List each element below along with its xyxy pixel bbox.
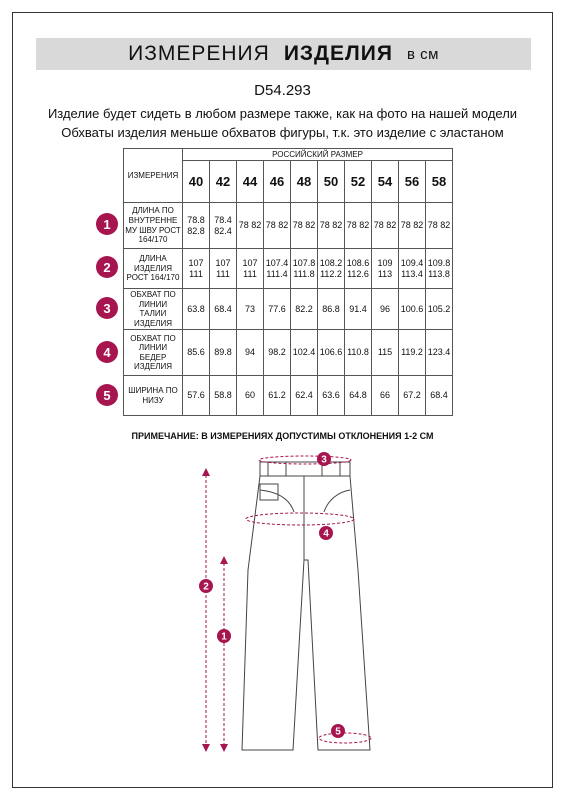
- table-cell: 63.6: [318, 376, 345, 416]
- table-cell: 78 82: [345, 203, 372, 249]
- size-header: 48: [291, 161, 318, 203]
- table-cell: 108.6 112.6: [345, 249, 372, 289]
- marker-4-label: 4: [323, 528, 329, 540]
- table-cell: 67.2: [399, 376, 426, 416]
- table-cell: 105.2: [426, 289, 453, 330]
- table-cell: 73: [237, 289, 264, 330]
- size-group-label: РОССИЙСКИЙ РАЗМЕР: [183, 149, 453, 161]
- table-cell: 107 111: [210, 249, 237, 289]
- table-cell: 57.6: [183, 376, 210, 416]
- table-cell: 109.4 113.4: [399, 249, 426, 289]
- table-cell: 60: [237, 376, 264, 416]
- measurement-lines: [206, 456, 371, 750]
- row-number-badge: 1: [96, 213, 118, 235]
- table-cell: 78.8 82.8: [183, 203, 210, 249]
- table-row: [124, 330, 453, 376]
- size-header: 50: [318, 161, 345, 203]
- size-header: 54: [372, 161, 399, 203]
- row-label: ОБХВАТ ПО ЛИНИИ ТАЛИИ ИЗДЕЛИЯ: [124, 289, 183, 330]
- table-cell: 66: [372, 376, 399, 416]
- size-header: 52: [345, 161, 372, 203]
- pants-outline: [242, 462, 370, 750]
- row-number-badge: 4: [96, 341, 118, 363]
- table-cell: 108.2 112.2: [318, 249, 345, 289]
- table-cell: 107 111: [183, 249, 210, 289]
- table-cell: 98.2: [264, 330, 291, 376]
- row-label: ОБХВАТ ПО ЛИНИИ БЕДЕР ИЗДЕЛИЯ: [124, 330, 183, 376]
- title-item: ИЗДЕЛИЯ: [283, 42, 393, 65]
- fit-note: Изделие будет сидеть в любом размере также, как на фото на нашей модели: [47, 106, 518, 121]
- table-cell: 78 82: [237, 203, 264, 249]
- table-cell: 61.2: [264, 376, 291, 416]
- title-units: в см: [406, 45, 439, 63]
- row-label: ШИРИНА ПО НИЗУ: [124, 376, 183, 416]
- table-row: [124, 249, 453, 289]
- table-cell: 123.4: [426, 330, 453, 376]
- table-cell: 78 82: [318, 203, 345, 249]
- marker-2-label: 2: [203, 581, 209, 593]
- table-cell: 106.6: [318, 330, 345, 376]
- marker-4-icon: [319, 526, 333, 540]
- title-measurements: ИЗМЕРЕНИЯ: [128, 42, 270, 65]
- marker-1-label: 1: [221, 631, 227, 643]
- table-cell: 78 82: [291, 203, 318, 249]
- table-cell: 119.2: [399, 330, 426, 376]
- marker-3-icon: [317, 452, 331, 466]
- table-cell: 107.4 111.4: [264, 249, 291, 289]
- table-cell: 78 82: [372, 203, 399, 249]
- size-header: 46: [264, 161, 291, 203]
- table-cell: 102.4: [291, 330, 318, 376]
- size-header: 58: [426, 161, 453, 203]
- table-row: [124, 203, 453, 249]
- corner-label: ИЗМЕРЕНИЯ: [124, 149, 183, 203]
- table-cell: 78 82: [399, 203, 426, 249]
- table-cell: 100.6: [399, 289, 426, 330]
- size-header: 44: [237, 161, 264, 203]
- marker-5-label: 5: [335, 726, 341, 738]
- table-cell: 89.8: [210, 330, 237, 376]
- table-cell: 91.4: [345, 289, 372, 330]
- table-cell: 110.8: [345, 330, 372, 376]
- table-cell: 115: [372, 330, 399, 376]
- table-row: [124, 289, 453, 330]
- table-cell: 63.8: [183, 289, 210, 330]
- table-cell: 107.8 111.8: [291, 249, 318, 289]
- table-cell: 96: [372, 289, 399, 330]
- row-number-badge: 2: [96, 256, 118, 278]
- table-cell: 85.6: [183, 330, 210, 376]
- marker-1-icon: [217, 629, 231, 643]
- table-cell: 109 113: [372, 249, 399, 289]
- table-cell: 62.4: [291, 376, 318, 416]
- table-cell: 82.2: [291, 289, 318, 330]
- marker-3-label: 3: [321, 454, 327, 466]
- elastane-note: Обхваты изделия меньше обхватов фигуры, т.к. это изделие с эластаном: [61, 125, 504, 140]
- table-cell: 68.4: [426, 376, 453, 416]
- size-header: 42: [210, 161, 237, 203]
- row-label: ДЛИНА ИЗДЕЛИЯ РОСТ 164/170: [124, 249, 183, 289]
- row-number-badge: 5: [96, 384, 118, 406]
- marker-2-icon: [199, 579, 213, 593]
- table-cell: 78.4 82.4: [210, 203, 237, 249]
- size-header: 40: [183, 161, 210, 203]
- table-cell: 68.4: [210, 289, 237, 330]
- size-table: [123, 148, 453, 416]
- table-cell: 109.8 113.8: [426, 249, 453, 289]
- table-cell: 58.8: [210, 376, 237, 416]
- table-cell: 78 82: [426, 203, 453, 249]
- table-cell: 86.8: [318, 289, 345, 330]
- article-code: D54.293: [254, 82, 311, 99]
- pants-diagram: [190, 450, 390, 775]
- marker-5-icon: [331, 724, 345, 738]
- title-banner: [36, 38, 531, 70]
- table-cell: 78 82: [264, 203, 291, 249]
- tolerance-remark: ПРИМЕЧАНИЕ: В ИЗМЕРЕНИЯХ ДОПУСТИМЫ ОТКЛОНЕНИЯ 1-2 СМ: [131, 431, 434, 441]
- table-cell: 94: [237, 330, 264, 376]
- size-header: 56: [399, 161, 426, 203]
- table-row: [124, 376, 453, 416]
- table-cell: 64.8: [345, 376, 372, 416]
- table-cell: 77.6: [264, 289, 291, 330]
- row-number-badge: 3: [96, 297, 118, 319]
- table-cell: 107 111: [237, 249, 264, 289]
- row-label: ДЛИНА ПО ВНУТРЕННЕ МУ ШВУ РОСТ 164/170: [124, 203, 183, 249]
